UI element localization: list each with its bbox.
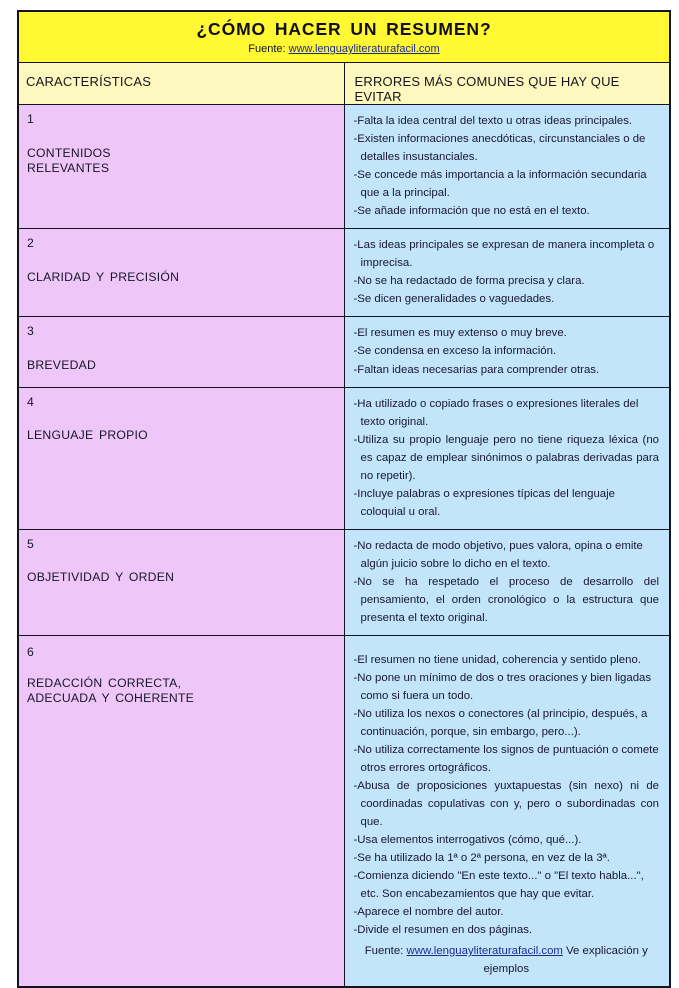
error-item: -Aparece el nombre del autor. bbox=[353, 905, 504, 918]
error-item: -No se ha respetado el proceso de desarrollo del pensamiento, el orden cronológico o la estructura que presenta el texto original. bbox=[353, 575, 659, 624]
footer-source-prefix: Fuente: bbox=[364, 944, 404, 957]
header-source-prefix: Fuente: bbox=[248, 43, 286, 56]
feature-cell-5 bbox=[19, 529, 345, 635]
feature-cell-4 bbox=[19, 387, 345, 529]
error-item: -No se ha redactado de forma precisa y clara. bbox=[353, 275, 585, 288]
error-item: -Se ha utilizado la 1ª o 2ª persona, en vez de la 3ª. bbox=[353, 851, 610, 864]
error-item: -Ha utilizado o copiado frases o expresiones literales del texto original. bbox=[353, 397, 639, 428]
feature-cell-1 bbox=[19, 105, 345, 229]
feature-number-6: 6 bbox=[27, 644, 34, 659]
error-item: -Se condensa en exceso la información. bbox=[353, 345, 557, 358]
error-item: -Falta la idea central del texto u otras ideas principales. bbox=[353, 115, 633, 128]
feature-number-2: 2 bbox=[27, 236, 34, 251]
error-item: -Faltan ideas necesarias para comprender otras. bbox=[353, 363, 600, 376]
column-header-errores bbox=[344, 63, 670, 105]
errors-cell-1 bbox=[344, 105, 670, 229]
table-row bbox=[19, 387, 670, 529]
errors-cell-3 bbox=[344, 317, 670, 387]
error-item: -El resumen es muy extenso o muy breve. bbox=[353, 327, 567, 340]
feature-name-1-line1: CONTENIDOS bbox=[27, 145, 111, 160]
error-item: -Incluye palabras o expresiones típicas del lenguaje coloquial u oral. bbox=[353, 487, 616, 518]
table-row bbox=[19, 317, 670, 387]
error-item: -Abusa de proposiciones yuxtapuestas (sin nexo) ni de coordinadas copulativas con y, pero o subordinadas con que. bbox=[353, 779, 659, 828]
feature-name-3 bbox=[27, 358, 338, 373]
error-item: -Utiliza su propio lenguaje pero no tiene riqueza léxica (no es capaz de emplear sinónimos o palabras derivadas para no repetir). bbox=[353, 433, 659, 482]
title-row bbox=[19, 12, 670, 63]
table-row bbox=[19, 105, 670, 229]
column-header-right-label: ERRORES MÁS COMUNES QUE HAY QUE EVITAR bbox=[354, 74, 620, 105]
title-cell bbox=[19, 12, 670, 63]
errors-cell-5 bbox=[344, 529, 670, 635]
footer-source-suffix: Ve explicación y ejemplos bbox=[483, 944, 648, 975]
footer-source-link[interactable]: www.lenguayliteraturafacil.com bbox=[406, 944, 563, 957]
feature-cell-2 bbox=[19, 229, 345, 317]
resumen-table-wrapper bbox=[17, 10, 671, 988]
page-title: ¿CÓMO HACER UN RESUMEN? bbox=[196, 19, 492, 39]
column-header-caracteristicas bbox=[19, 63, 345, 105]
feature-number-4: 4 bbox=[27, 394, 34, 409]
feature-number-3: 3 bbox=[27, 324, 34, 339]
error-item: -No utiliza correctamente los signos de puntuación o comete otros errores ortográficos. bbox=[353, 743, 659, 774]
feature-number-1: 1 bbox=[27, 112, 34, 127]
feature-name-2 bbox=[27, 270, 338, 285]
feature-number-5: 5 bbox=[27, 536, 34, 551]
table-row bbox=[19, 229, 670, 317]
error-item: -Divide el resumen en dos páginas. bbox=[353, 923, 533, 936]
error-item: -Existen informaciones anecdóticas, circunstanciales o de detalles insustanciales. bbox=[353, 133, 646, 164]
header-source-link[interactable]: www.lenguayliteraturafacil.com bbox=[288, 43, 440, 56]
feature-name-4-line1: LENGUAJE PROPIO bbox=[27, 427, 148, 442]
header-source bbox=[23, 43, 665, 56]
error-item: -Usa elementos interrogativos (cómo, qué...). bbox=[353, 833, 582, 846]
table-row bbox=[19, 635, 670, 986]
feature-name-5-line1: OBJETIVIDAD Y ORDEN bbox=[27, 569, 175, 584]
feature-name-6-line1: REDACCIÓN CORRECTA, bbox=[27, 675, 182, 690]
error-item: -No pone un mínimo de dos o tres oraciones y bien ligadas como si fuera un todo. bbox=[353, 671, 652, 702]
feature-name-1-line2: RELEVANTES bbox=[27, 160, 110, 175]
feature-name-1 bbox=[27, 146, 338, 177]
resumen-table bbox=[18, 11, 670, 987]
errors-cell-2 bbox=[344, 229, 670, 317]
errors-cell-4 bbox=[344, 387, 670, 529]
error-item: -Comienza diciendo "En este texto..." o "El texto habla...", etc. Son encabezamientos que hay que evitar. bbox=[353, 869, 644, 900]
error-item: -Se dicen generalidades o vaguedades. bbox=[353, 293, 555, 306]
error-item: -No utiliza los nexos o conectores (al principio, después, a continuación, porque, sin embargo, pero...). bbox=[353, 707, 648, 738]
feature-cell-3 bbox=[19, 317, 345, 387]
feature-name-5 bbox=[27, 570, 338, 585]
feature-cell-6 bbox=[19, 635, 345, 986]
feature-name-4 bbox=[27, 428, 338, 443]
feature-name-2-line1: CLARIDAD Y PRECISIÓN bbox=[27, 269, 180, 284]
error-item: -No redacta de modo objetivo, pues valora, opina o emite algún juicio sobre lo dicho en el texto. bbox=[353, 539, 643, 570]
feature-name-3-line1: BREVEDAD bbox=[27, 357, 97, 372]
error-item: -Las ideas principales se expresan de manera incompleta o imprecisa. bbox=[353, 239, 655, 270]
errors-cell-6 bbox=[344, 635, 670, 986]
error-item: -Se añade información que no está en el texto. bbox=[353, 205, 590, 218]
table-row bbox=[19, 529, 670, 635]
footer-source bbox=[354, 942, 660, 978]
feature-name-6-line2: ADECUADA Y COHERENTE bbox=[27, 691, 195, 706]
column-header-left-label: CARACTERÍSTICAS bbox=[26, 74, 152, 90]
error-item: -Se concede más importancia a la información secundaria que a la principal. bbox=[353, 169, 647, 200]
error-item: -El resumen no tiene unidad, coherencia y sentido pleno. bbox=[353, 653, 641, 666]
column-header-row bbox=[19, 63, 670, 105]
